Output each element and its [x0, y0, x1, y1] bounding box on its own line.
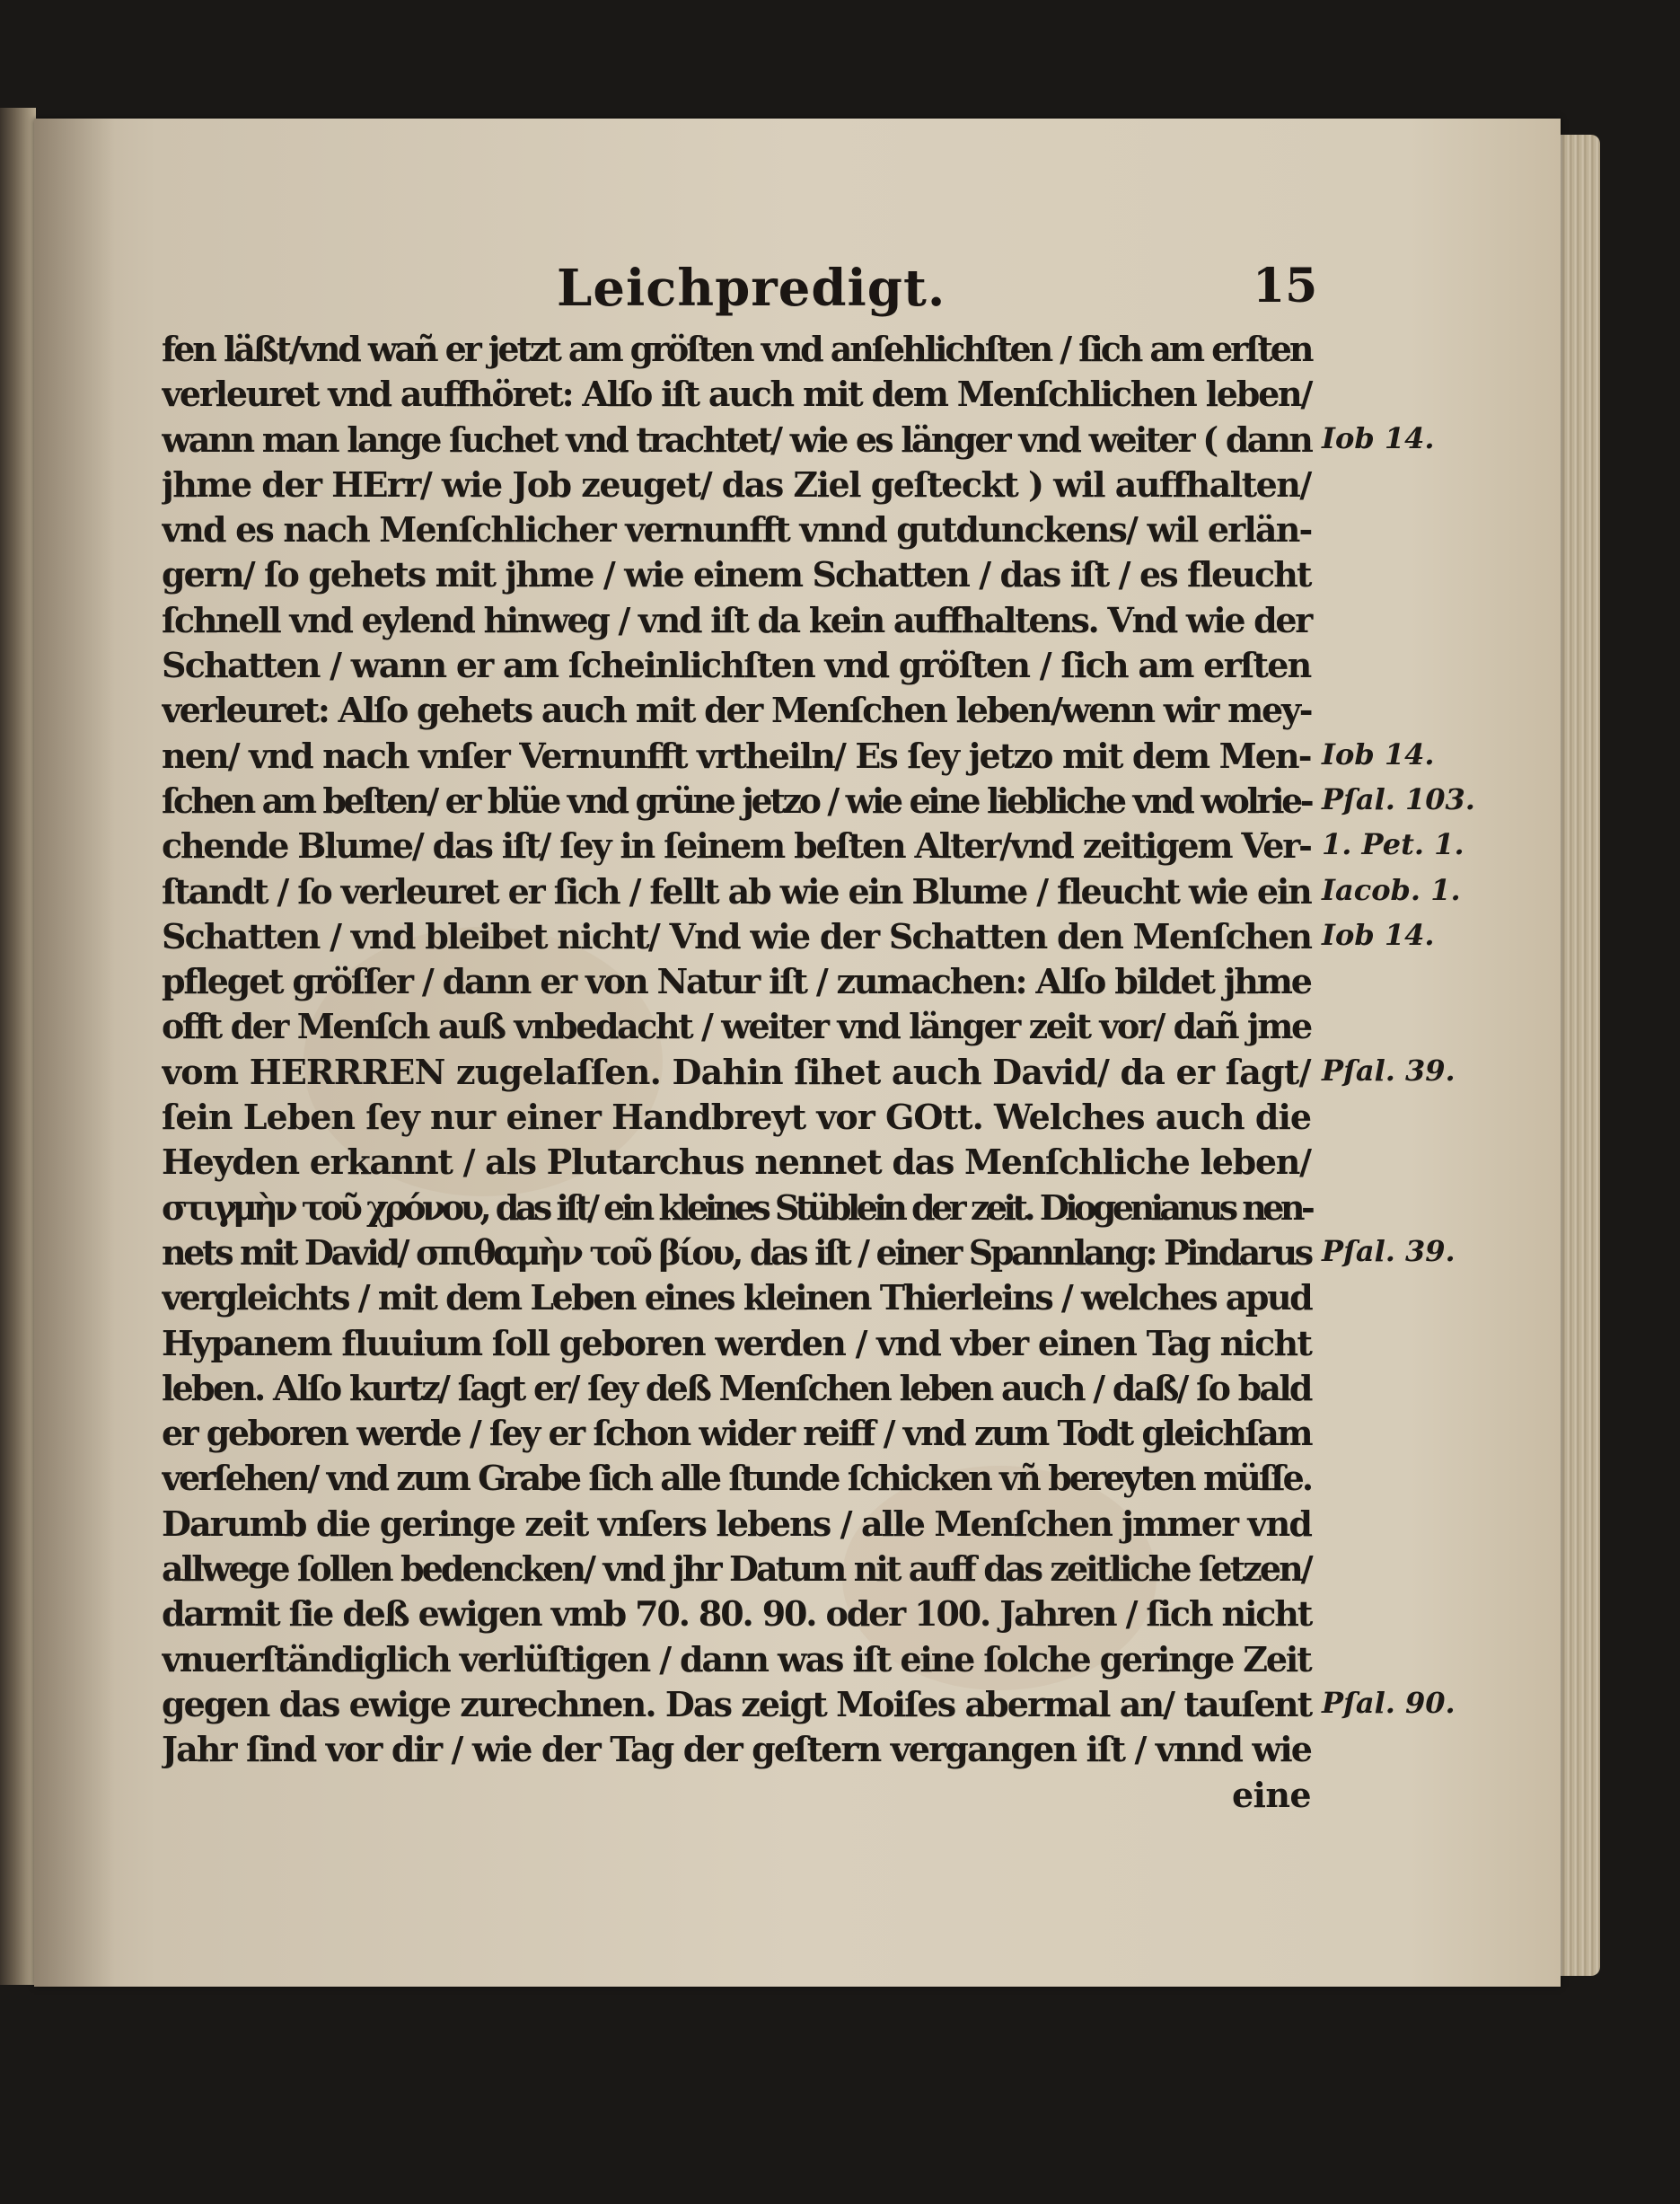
text-line: Heyden erkannt / als Plutarchus nennet das Menſchliche leben/ [162, 1142, 1311, 1183]
page-number: 15 [1253, 259, 1318, 313]
margin-note: 1. Pet. 1. [1322, 827, 1465, 862]
text-line: στιγμὴν τοῦ χρόνου, das iſt/ ein kleines Stüblein der zeit. Diogenianus nen- [162, 1186, 1312, 1228]
text-line: verſehen/ vnd zum Grabe ſich alle ſtunde ſchicken vñ bereyten müſſe. [162, 1458, 1312, 1499]
margin-note: Iacob. 1. [1322, 872, 1461, 907]
text-line: wann man lange ſuchet vnd trachtet/ wie es länger vnd weiter ( dann [162, 419, 1312, 460]
text-line: verleuret: Alſo gehets auch mit der Menſchen leben/wenn wir mey- [162, 690, 1312, 731]
text-line: leben. Alſo kurtz/ ſagt er/ ſey deß Menſchen leben auch / daß/ ſo bald [162, 1367, 1311, 1408]
margin-note: Pſal. 103. [1322, 782, 1475, 816]
page-header [162, 259, 1318, 331]
margin-note: Iob 14. [1322, 917, 1435, 952]
text-line: gegen das ewige zurechnen. Das zeigt Moiſes abermal an/ tauſent [162, 1683, 1312, 1724]
margin-note: Iob 14. [1322, 736, 1435, 771]
text-line: fen läßt/vnd wañ er jetzt am gröſten vnd anſehlichſten / ſich am erſten [162, 329, 1312, 369]
text-line: Hypanem fluuium ſoll geboren werden / vnd vber einen Tag nicht [162, 1322, 1312, 1363]
text-line: offt der Menſch auß vnbedacht / weiter vnd länger zeit vor/ dañ jme [162, 1006, 1311, 1047]
text-line: Schatten / vnd bleibet nicht/ Vnd wie der Schatten den Menſchen [162, 915, 1312, 957]
margin-note: Pſal. 39. [1322, 1053, 1456, 1088]
text-line: vom HERRREN zugelaſſen. Dahin ſihet auch David/ da er ſagt/ [162, 1051, 1311, 1092]
text-line: nen/ vnd nach vnſer Vernunfft vrtheiln/ Es ſey jetzo mit dem Men- [162, 735, 1311, 776]
text-line: Darumb die geringe zeit vnſers lebens / alle Menſchen jmmer vnd [162, 1503, 1312, 1544]
text-line: Jahr ſind vor dir / wie der Tag der geſtern vergangen iſt / vnnd wie [162, 1729, 1312, 1770]
text-line: ſein Leben ſey nur einer Handbreyt vor GOtt. Welches auch die [162, 1097, 1312, 1138]
text-line: Schatten / wann er am ſcheinlichſten vnd gröſten / ſich am erſten [162, 645, 1311, 686]
text-line: ſchen am beſten/ er blüe vnd grüne jetzo / wie eine liebliche vnd wolrie- [162, 780, 1312, 821]
text-line: pfleget gröſſer / dann er von Natur iſt / zumachen: Alſo bildet jhme [162, 961, 1311, 1002]
text-line: er geboren werde / ſey er ſchon wider reiff / vnd zum Todt gleichſam [162, 1413, 1312, 1454]
text-line: jhme der HErr/ wie Job zeuget/ das Ziel geſteckt ) wil auffhalten/ [162, 463, 1311, 505]
text-line: gern/ ſo gehets mit jhme / wie einem Schatten / das iſt / es fleucht [162, 554, 1311, 595]
facing-page-edge [0, 108, 36, 1985]
margin-note: Pſal. 90. [1322, 1686, 1456, 1720]
text-line: nets mit David/ σπιθαμὴν τοῦ βίου, das iſt / einer Spannlang: Pindarus [162, 1231, 1311, 1273]
margin-note: Pſal. 39. [1322, 1234, 1456, 1268]
text-line: darmit ſie deß ewigen vmb 70. 80. 90. oder 100. Jahren / ſich nicht [162, 1593, 1312, 1635]
text-line: vergleichts / mit dem Leben eines kleinen Thierleins / welches apud [162, 1277, 1312, 1318]
text-line: ſchnell vnd eylend hinweg / vnd iſt da kein auffhaltens. Vnd wie der [162, 599, 1311, 640]
text-line: eine [1231, 1774, 1311, 1815]
text-line: verleuret vnd auffhöret: Alſo iſt auch mit dem Menſchlichen leben/ [162, 374, 1312, 415]
spine-shadow [34, 119, 115, 1987]
text-line: vnd es nach Menſchlicher vernunfft vnnd gutdunckens/ wil erlän- [162, 509, 1312, 551]
text-line: vnuerſtändiglich verlüſtigen / dann was iſt eine ſolche geringe Zeit [162, 1638, 1311, 1679]
margin-note: Iob 14. [1322, 420, 1435, 455]
text-line: chende Blume/ das iſt/ ſey in ſeinem beſten Alter/vnd zeitigem Ver- [162, 825, 1311, 867]
text-line: allwege ſollen bedencken/ vnd jhr Datum nit auff das zeitliche ſetzen/ [162, 1548, 1311, 1590]
running-title: Leichpredigt. [557, 259, 946, 318]
body-text [162, 327, 1320, 1818]
text-line: ſtandt / ſo verleuret er ſich / fellt ab wie ein Blume / fleucht wie ein [162, 870, 1311, 912]
